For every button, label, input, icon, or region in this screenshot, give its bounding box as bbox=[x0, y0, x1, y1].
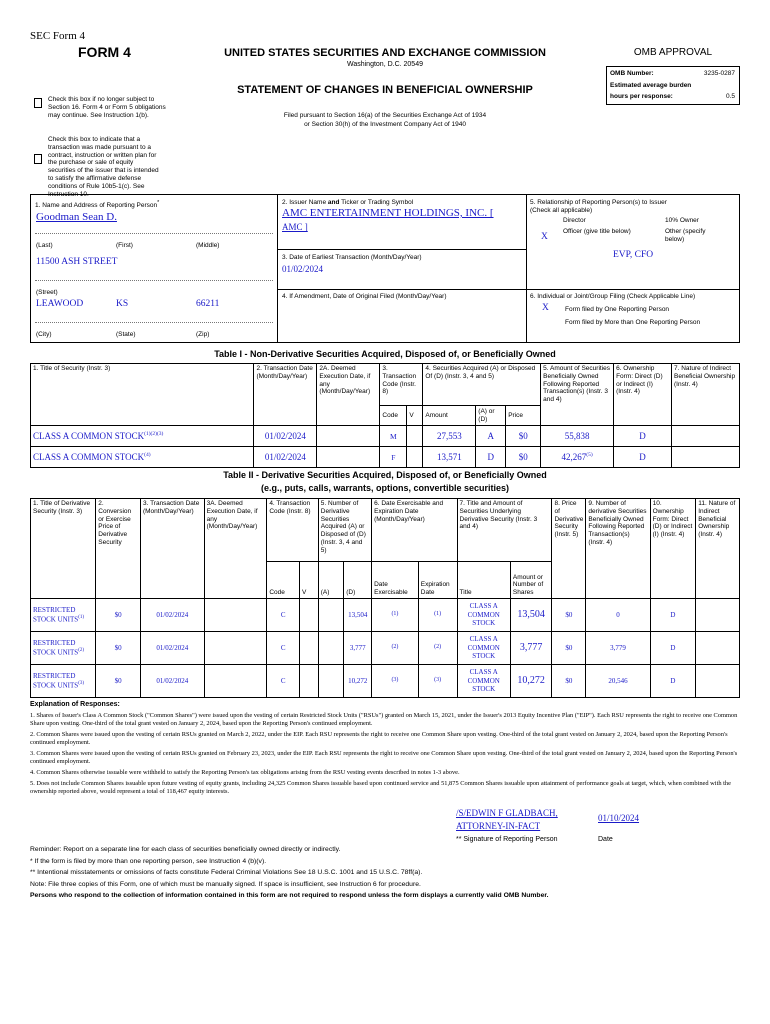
t2-h8: 8. Price of Derivative Security (Instr. 5) bbox=[552, 499, 586, 599]
t1-row1-title: CLASS A COMMON $STOCK^{(1)(2)(3)}$ bbox=[31, 426, 254, 447]
t2-v: V bbox=[300, 562, 319, 599]
t2-row3-shares: 10,272 bbox=[510, 665, 552, 698]
t2-row2-form: D bbox=[650, 632, 696, 665]
table-row bbox=[31, 599, 740, 632]
t2-row3-title: RESTRICTED STOCK UNITS$^{(3)}$ bbox=[31, 665, 96, 698]
note-1: 1. Shares of Issuer's Class A Common Stock ("Common Shares") were issued upon the vesting of certain Restricted Stock Units ("RSUs") granted on March 15, 2021, under the Issuer's 2013 Equity Incentive Plan ("EIP"). Each RSU represents the right to receive one Common Share upon vesting. One-third of the total grant vested on January 2, 2024, based upon the Reporting Person's continued employment. bbox=[30, 712, 738, 727]
t1-row1-date: 01/02/2024 bbox=[254, 426, 317, 447]
t2-row1-exp: (1) bbox=[418, 599, 457, 632]
t2-h10: 10. Ownership Form: Direct (D) or Indirect (I) (Instr. 4) bbox=[650, 499, 696, 599]
t2-row1-code: C bbox=[267, 599, 300, 632]
middle-label: (Middle) bbox=[196, 242, 220, 249]
footer-note: Note: File three copies of this Form, one of which must be manually signed. If space is insufficient, see Instruction 6 for procedure. bbox=[30, 881, 421, 888]
signature-label: ** Signature of Reporting Person bbox=[456, 836, 558, 843]
t1-v: V bbox=[407, 406, 423, 426]
officer-check[interactable]: X bbox=[541, 232, 548, 242]
t2-row3-price: $0 bbox=[96, 665, 141, 698]
t2-d: (D) bbox=[344, 562, 372, 599]
t2-row3-under: CLASS A COMMON STOCK bbox=[457, 665, 510, 698]
issuer-label: 2. Issuer Name and Ticker or Trading Symbol bbox=[282, 199, 414, 206]
t1-row2-deemed bbox=[317, 447, 380, 468]
footer-star1: * If the form is filed by more than one reporting person, see Instruction 4 (b)(v). bbox=[30, 858, 267, 865]
explanation-title: Explanation of Responses: bbox=[30, 701, 120, 708]
group-one: Form filed by One Reporting Person bbox=[565, 306, 670, 313]
omb-title-box bbox=[606, 47, 740, 65]
issuer-name: AMC ENTERTAINMENT HOLDINGS, INC. [ bbox=[282, 207, 494, 219]
t2-row2-a bbox=[318, 632, 344, 665]
filed-pursuant-2: or Section 30(h) of the Investment Company Act of 1940 bbox=[304, 121, 466, 128]
earliest-date-value: 01/02/2024 bbox=[282, 264, 324, 274]
t1-row1-code: M bbox=[380, 426, 407, 447]
t2-row2-d: 3,777 bbox=[344, 632, 372, 665]
street-label: (Street) bbox=[36, 289, 58, 296]
t2-row1-deemed bbox=[204, 599, 267, 632]
other-label: Other (specify below) bbox=[665, 228, 706, 243]
group-more: Form filed by More than One Reporting Person bbox=[565, 319, 701, 326]
city-value: LEAWOOD bbox=[36, 299, 84, 309]
t2-row1-d: 13,504 bbox=[344, 599, 372, 632]
omb-number-value: 3235-0287 bbox=[703, 70, 735, 77]
omb-burden-label: Estimated average burden bbox=[610, 82, 692, 89]
reporting-person-label: 1. Name and Address of Reporting Person* bbox=[35, 200, 160, 210]
omb-hours-value: 0.5 bbox=[725, 93, 735, 100]
t2-row3-form: D bbox=[650, 665, 696, 698]
table-row bbox=[31, 426, 740, 447]
relationship-label: 5. Relationship of Reporting Person(s) to Issuer bbox=[530, 199, 667, 206]
t1-row2-title: CLASS A COMMON STOCK$^{(4)}$ bbox=[31, 447, 254, 468]
omb-number-label: OMB Number: bbox=[610, 70, 654, 77]
t2-h9: 9. Number of derivative Securities Beneficially Owned Following Reported Transaction(s) (Instr. 4) bbox=[586, 499, 650, 599]
t1-row1-ad: A bbox=[476, 426, 506, 447]
t2-row2-p8: $0 bbox=[552, 632, 586, 665]
t1-row1-form: D bbox=[614, 426, 672, 447]
t2-row2-owned: 3,779 bbox=[586, 632, 650, 665]
t2-h7: 7. Title and Amount of Securities Underlying Derivative Security (Instr. 3 and 4) bbox=[457, 499, 552, 562]
t2-row1-under: CLASS A COMMON STOCK bbox=[457, 599, 510, 632]
statement-title: STATEMENT OF CHANGES IN BENEFICIAL OWNERSHIP bbox=[237, 84, 533, 96]
table-row bbox=[31, 447, 740, 468]
t2-title-col: Title bbox=[457, 562, 510, 599]
t1-row2-v bbox=[407, 447, 423, 468]
t2-h6: 6. Date Exercisable and Expiration Date (Month/Day/Year) bbox=[372, 499, 457, 562]
director-label: Director bbox=[563, 217, 586, 224]
t2-row2-date: 01/02/2024 bbox=[140, 632, 204, 665]
t2-row2-nature bbox=[696, 632, 740, 665]
footer-persons: Persons who respond to the collection of information contained in this form are not required to respond unless the form displays a currently valid OMB Number. bbox=[30, 892, 549, 899]
t2-row1-price: $0 bbox=[96, 599, 141, 632]
officer-title: EVP, CFO bbox=[613, 250, 654, 260]
t2-amount-col: Amount or Number of Shares bbox=[510, 562, 552, 599]
t2-row2-code: C bbox=[267, 632, 300, 665]
table2-title: Table II - Derivative Securities Acquired, Disposed of, or Beneficially Owned bbox=[223, 470, 547, 480]
t2-row3-exp: (3) bbox=[418, 665, 457, 698]
t1-price: Price bbox=[506, 406, 541, 426]
signature-name-2: ATTORNEY-IN-FACT bbox=[456, 821, 541, 831]
t2-exercisable: Date Exercisable bbox=[372, 562, 419, 599]
relationship-sublabel: (Check all applicable) bbox=[530, 207, 593, 214]
t2-h3a: 3A. Deemed Execution Date, if any (Month/Day/Year) bbox=[204, 499, 267, 599]
t1-h3: 3. Transaction Code (Instr. 8) bbox=[380, 364, 423, 406]
t1-row2-form: D bbox=[614, 447, 672, 468]
t2-row1-title: RESTRICTED STOCK UNITS$^{(1)}$ bbox=[31, 599, 96, 632]
state-value: KS bbox=[116, 299, 129, 309]
t1-h7: 7. Nature of Indirect Beneficial Ownership (Instr. 4) bbox=[672, 364, 740, 426]
t2-h3: 3. Transaction Date (Month/Day/Year) bbox=[140, 499, 204, 599]
rule10b5-text: Check this box to indicate that a transaction was made pursuant to a contract, instruction or written plan for the purchase or sale of equity securities of the issuer that is intended to satisfy the affirmative defense conditions of Rule 10b5-1(c). See Instruction 10. bbox=[48, 136, 159, 198]
t1-amount: Amount bbox=[423, 406, 476, 426]
t2-row1-shares: 13,504 bbox=[510, 599, 552, 632]
ten-pct-label: 10% Owner bbox=[665, 217, 699, 224]
t1-row2-ad: D bbox=[476, 447, 506, 468]
t1-row1-v bbox=[407, 426, 423, 447]
table-row bbox=[31, 665, 740, 698]
t1-row1-amount: 27,553 bbox=[423, 426, 476, 447]
amendment-label: 4. If Amendment, Date of Original Filed (Month/Day/Year) bbox=[282, 293, 447, 300]
t1-row2-owned: 42,267$^{(5)}$ bbox=[541, 447, 614, 468]
t1-h6: 6. Ownership Form: Direct (D) or Indirect (I) (Instr. 4) bbox=[614, 364, 672, 426]
t2-h11: 11. Nature of Indirect Beneficial Ownership (Instr. 4) bbox=[696, 499, 740, 599]
t1-row2-code: F bbox=[380, 447, 407, 468]
signature-date: 01/10/2024 bbox=[598, 813, 640, 823]
t2-row3-exer: (3) bbox=[372, 665, 419, 698]
table1-title: Table I - Non-Derivative Securities Acquired, Disposed of, or Beneficially Owned bbox=[214, 349, 556, 359]
t2-row3-owned: 20,546 bbox=[586, 665, 650, 698]
issuer-ticker: AMC ] bbox=[282, 222, 308, 232]
filed-pursuant: Filed pursuant to Section 16(a) of the Securities Exchange Act of 1934 bbox=[283, 112, 487, 119]
t1-code: Code bbox=[380, 406, 407, 426]
t1-h1: 1. Title of Security (Instr. 3) bbox=[31, 364, 254, 426]
date-label: Date bbox=[598, 836, 613, 843]
sec-form-label: SEC Form 4 bbox=[30, 30, 86, 42]
t2-row2-shares: 3,777 bbox=[510, 632, 552, 665]
t2-row3-deemed bbox=[204, 665, 267, 698]
note-4: 4. Common Shares otherwise issuable were withheld to satisfy the Reporting Person's tax obligations arising from the RSU vesting events described in notes 1-3 above. bbox=[30, 769, 460, 776]
table-row bbox=[31, 632, 740, 665]
zip-label: (Zip) bbox=[196, 331, 210, 338]
t2-row2-exp: (2) bbox=[418, 632, 457, 665]
t2-row3-date: 01/02/2024 bbox=[140, 665, 204, 698]
t2-row2-title: RESTRICTED STOCK UNITS$^{(2)}$ bbox=[31, 632, 96, 665]
t1-row1-owned: 55,838 bbox=[541, 426, 614, 447]
t2-row3-d: 10,272 bbox=[344, 665, 372, 698]
t2-row1-owned: 0 bbox=[586, 599, 650, 632]
t1-row2-nature bbox=[672, 447, 740, 468]
t1-aord: (A) or (D) bbox=[476, 406, 506, 426]
t1-row2-price: $0 bbox=[506, 447, 541, 468]
t2-h4: 4. Transaction Code (Instr. 8) bbox=[267, 499, 318, 562]
t2-row2-exer: (2) bbox=[372, 632, 419, 665]
t2-h1: 1. Title of Derivative Security (Instr. 3) bbox=[31, 499, 96, 599]
t2-h2: 2. Conversion or Exercise Price of Derivative Security bbox=[96, 499, 141, 599]
t2-row2-deemed bbox=[204, 632, 267, 665]
t2-row3-nature bbox=[696, 665, 740, 698]
form-title: FORM 4 bbox=[78, 44, 131, 60]
t2-row3-v bbox=[300, 665, 319, 698]
t1-row1-deemed bbox=[317, 426, 380, 447]
t2-row1-a bbox=[318, 599, 344, 632]
t1-row1-nature bbox=[672, 426, 740, 447]
t2-row1-exer: (1) bbox=[372, 599, 419, 632]
agency-title: UNITED STATES SECURITIES AND EXCHANGE COMMISSION bbox=[224, 47, 546, 59]
last-label: (Last) bbox=[36, 242, 53, 249]
table1 bbox=[30, 363, 740, 468]
t2-row3-p8: $0 bbox=[552, 665, 586, 698]
table2 bbox=[30, 498, 740, 698]
section16-text: Check this box if no longer subject to Section 16. Form 4 or Form 5 obligations may continue. See Instruction 1(b). bbox=[48, 96, 166, 119]
t2-row1-form: D bbox=[650, 599, 696, 632]
omb-box bbox=[606, 66, 740, 105]
t2-code: Code bbox=[267, 562, 300, 599]
t1-h2a: 2A. Deemed Execution Date, if any (Month/Day/Year) bbox=[317, 364, 380, 426]
explanation-notes bbox=[30, 712, 740, 796]
t2-row3-code: C bbox=[267, 665, 300, 698]
zip-value: 66211 bbox=[196, 299, 220, 309]
t1-h2: 2. Transaction Date (Month/Day/Year) bbox=[254, 364, 317, 426]
first-label: (First) bbox=[116, 242, 133, 249]
t2-row2-v bbox=[300, 632, 319, 665]
omb-hours-label: hours per response: bbox=[610, 93, 673, 100]
t1-h4: 4. Securities Acquired (A) or Disposed Of (D) (Instr. 3, 4 and 5) bbox=[423, 364, 541, 406]
t1-row1-price: $0 bbox=[506, 426, 541, 447]
group-filing-label: 6. Individual or Joint/Group Filing (Check Applicable Line) bbox=[530, 293, 696, 300]
note-5: 5. Does not include Common Shares issuable upon future vesting of equity grants, including 24,325 Common Shares issuable based upon continued service and 51,875 Common Shares issuable upon attainment of performance goals at target, which, when combined with the ownership reported above, would represent a total of 118,467 equity interests. bbox=[30, 780, 731, 795]
t2-a: (A) bbox=[318, 562, 344, 599]
section16-checkbox[interactable] bbox=[34, 98, 42, 108]
state-label: (State) bbox=[116, 331, 136, 338]
t2-row3-a bbox=[318, 665, 344, 698]
officer-label: Officer (give title below) bbox=[563, 228, 631, 235]
street-value: 11500 ASH STREET bbox=[36, 257, 118, 267]
footer-reminder: Reminder: Report on a separate line for each class of securities beneficially owned directly or indirectly. bbox=[30, 846, 341, 853]
note-3: 3. Common Shares were issued upon the vesting of certain RSUs granted on February 23, 2023, under the EIP. Each RSU represents the right to receive one Common Share upon vesting. One-third of the total grant vested on January 2, 2024, based upon the Reporting Person's continued employment. bbox=[30, 750, 738, 765]
earliest-date-label: 3. Date of Earliest Transaction (Month/Day/Year) bbox=[282, 254, 422, 261]
table2-subtitle: (e.g., puts, calls, warrants, options, convertible securities) bbox=[260, 483, 510, 493]
city-label: (City) bbox=[36, 331, 52, 338]
note-2: 2. Common Shares were issued upon the vesting of certain RSUs granted on March 2, 2022, under the EIP. Each RSU represents the right to receive one Common Share upon vesting. One-third of the total grant vested on January 2, 2024, based upon the Reporting Person's continued employment. bbox=[30, 731, 728, 746]
omb-title: OMB APPROVAL bbox=[633, 47, 713, 58]
t2-row1-date: 01/02/2024 bbox=[140, 599, 204, 632]
t2-row1-nature bbox=[696, 599, 740, 632]
t1-h5: 5. Amount of Securities Beneficially Owned Following Reported Transaction(s) (Instr. 3 and 4) bbox=[541, 364, 614, 426]
t2-row2-price: $0 bbox=[96, 632, 141, 665]
t2-expiration: Expiration Date bbox=[418, 562, 457, 599]
t2-h5: 5. Number of Derivative Securities Acquired (A) or Disposed of (D) (Instr. 3, 4 and 5) bbox=[318, 499, 371, 562]
group-filing-check[interactable]: X bbox=[542, 303, 549, 313]
t2-row1-p8: $0 bbox=[552, 599, 586, 632]
reporting-person-name: Goodman Sean D. bbox=[36, 211, 117, 223]
footer-star2: ** Intentional misstatements or omissions of facts constitute Federal Criminal Violations See 18 U.S.C. 1001 and 15 U.S.C. 78ff(a). bbox=[30, 869, 423, 876]
t2-row1-v bbox=[300, 599, 319, 632]
signature-name-1: /S/EDWIN F GLADBACH, bbox=[456, 808, 558, 818]
t2-row2-under: CLASS A COMMON STOCK bbox=[457, 632, 510, 665]
agency-location: Washington, D.C. 20549 bbox=[346, 61, 423, 68]
t1-row2-date: 01/02/2024 bbox=[254, 447, 317, 468]
rule10b5-checkbox[interactable] bbox=[34, 154, 42, 164]
t1-row2-amount: 13,571 bbox=[423, 447, 476, 468]
